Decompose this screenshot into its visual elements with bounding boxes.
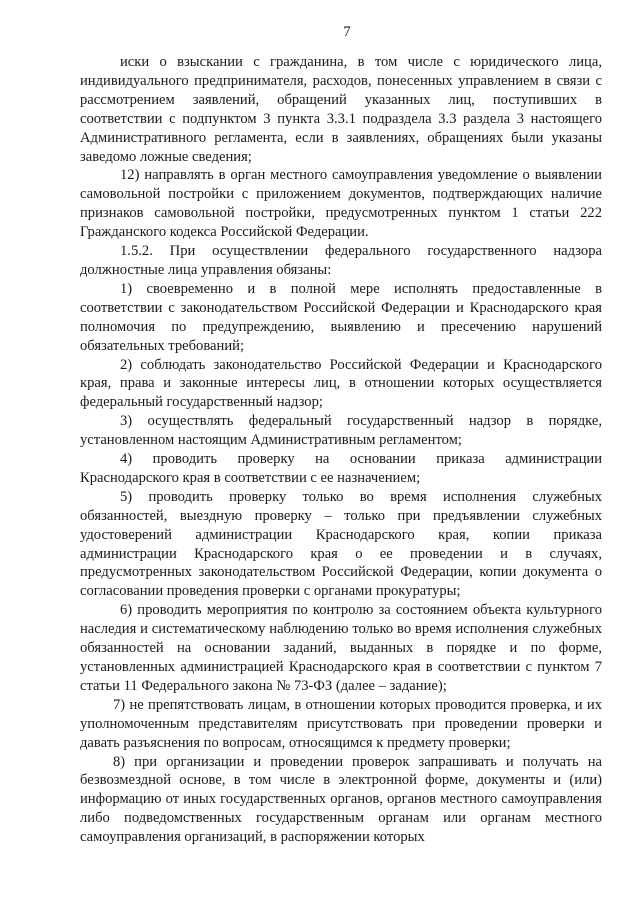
page-number: 7 (343, 24, 351, 40)
paragraph-item-3: 3) осуществлять федеральный государственный надзор в порядке, установленном настоящим Административным регламентом; (80, 413, 602, 449)
paragraph-item-6: 6) проводить мероприятия по контролю за состоянием объекта культурного наследия и систематическому наблюдению только во время исполнения служебных обязанностей на основании заданий, выданных в порядке и по форме, установленных администрацией Краснодарского края в соответствии с пунктом 7 статьи 11 Федерального закона № 73-ФЗ (далее – задание); (80, 602, 602, 694)
paragraph-section-1-5-2: 1.5.2. При осуществлении федерального государственного надзора должностные лица управления обязаны: (80, 243, 602, 278)
document-body (80, 53, 602, 847)
paragraph-item-7: 7) не препятствовать лицам, в отношении которых проводится проверка, и их уполномоченным представителям присутствовать при проведении проверки и давать разъяснения по вопросам, относящимся к предмету проверки; (80, 696, 602, 751)
paragraph-item-1: 1) своевременно и в полной мере исполнять предоставленные в соответствии с законодательством Российской Федерации и Краснодарского края полномочия по предупреждению, выявлению и пресечению нарушений обязательных требований; (80, 280, 602, 354)
paragraph-item-5: 5) проводить проверку только во время исполнения служебных обязанностей, выездную проверку – только при предъявлении служебных удостоверений администрации Краснодарского края, копии приказа администрации Краснодарского края о ее проведении и в случаях, предусмотренных законодательством Российской Федерации, копии документа о согласовании проведения проверки с органами прокуратуры; (80, 488, 602, 600)
paragraph-item-8: 8) при организации и проведении проверок запрашивать и получать на безвозмездной основе, в том числе в электронной форме, документы и (или) информацию от иных государственных органов, органов местного самоуправления либо подведомственных государственным органам или органам местного самоуправления организаций, в распоряжении которых (80, 753, 602, 846)
paragraph-continuation: иски о взыскании с гражданина, в том числе с юридического лица, индивидуального предпринимателя, расходов, понесенных управлением в связи с рассмотрением заявлений, обращений указанных лиц, поступивших в соответствии с подпунктом 3 пункта 3.3.1 подраздела 3.3 раздела 3 настоящего Административного регламента, если в заявлениях, обращениях были указаны заведомо ложные сведения; (80, 54, 602, 165)
paragraph-item-12: 12) направлять в орган местного самоуправления уведомление о выявлении самовольной постройки с приложением документов, подтверждающих наличие признаков самовольной постройки, предусмотренных пунктом 1 статьи 222 Гражданского кодекса Российской Федерации. (80, 167, 602, 241)
paragraph-item-2: 2) соблюдать законодательство Российской Федерации и Краснодарского края, права и законные интересы лиц, в отношении которых осуществляется федеральный государственный надзор; (80, 356, 602, 411)
paragraph-item-4: 4) проводить проверку на основании приказа администрации Краснодарского края в соответствии с ее назначением; (80, 451, 602, 486)
